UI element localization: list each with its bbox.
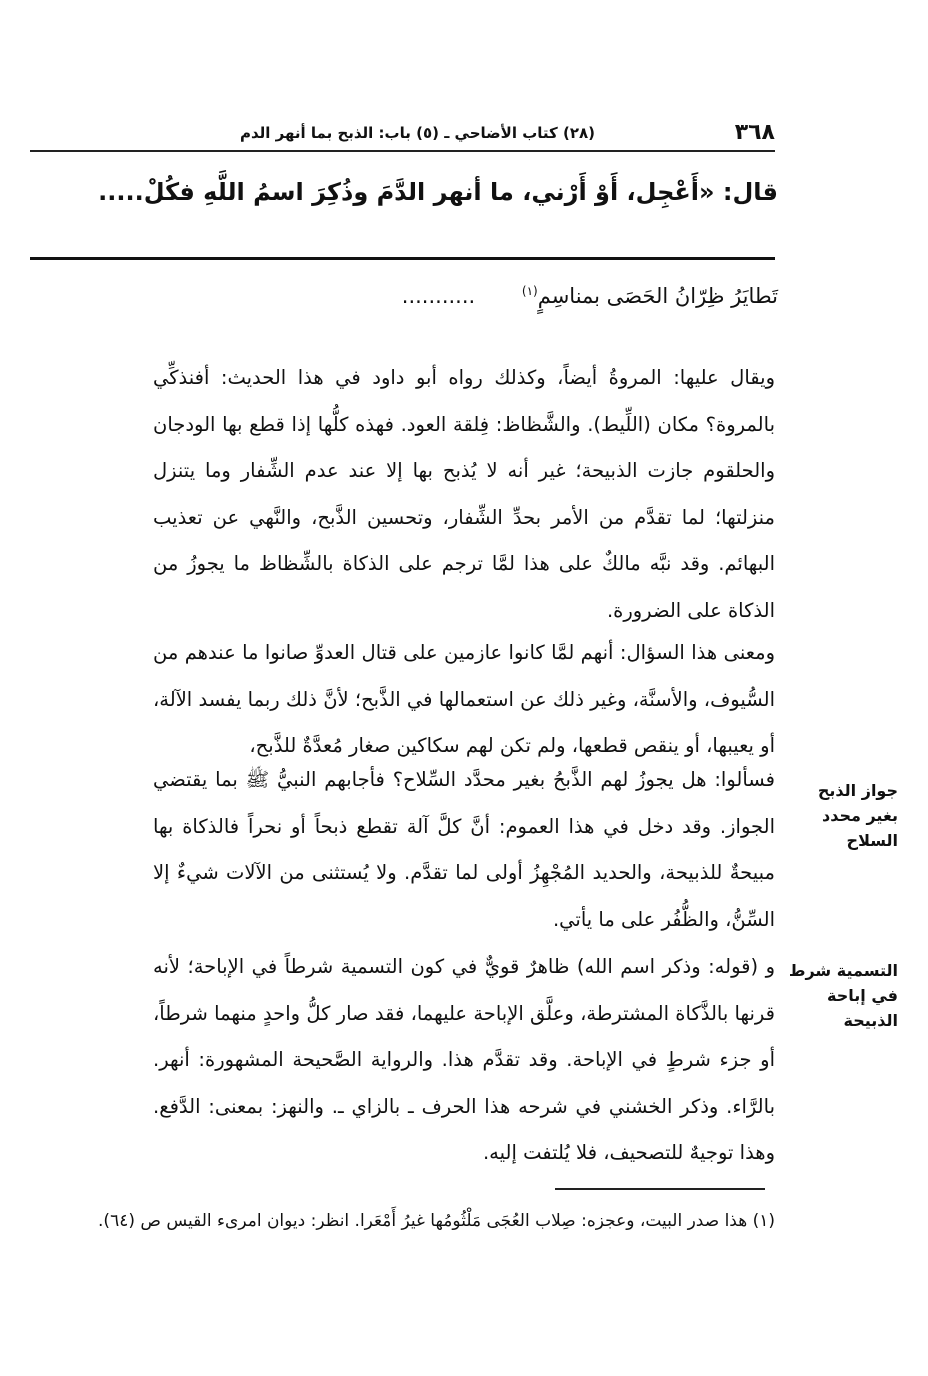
footnote-marker[interactable]: (١)	[521, 284, 538, 298]
paragraph-4: و (قوله: وذكر اسم الله) ظاهرٌ قويٌّ في كون التسمية شرطاً في الإباحة؛ لأنه قرنها بالذَّكاة المشترطة، وعلَّق الإباحة عليهما، فقد صار كلُّ واحدٍ منهما شرطاً، أو جزء شرطٍ في الإباحة. وقد تقدَّم هذا. والرواية الصَّحيحة المشهورة: أنهر. بالرَّاء. وذكر الخشني في شرحه هذا الحرف ـ بالزاي ـ. والنهز: بمعنى: الدَّفع. وهذا توجيهٌ للتصحيف، فلا يُلتفت إليه.	[153, 955, 775, 1164]
header-rule	[30, 150, 775, 152]
poetry-verse	[158, 284, 778, 308]
verse-dots: ...........	[401, 284, 476, 308]
verse-text: تَطايَرُ ظِرّانُ الحَصَى بمناسِمٍ	[537, 284, 778, 308]
paragraph-1: ويقال عليها: المروةُ أيضاً، وكذلك رواه أبو داود في هذا الحديث: أفنذكِّي بالمروة؟ مكان (اللِّيط). والشَّظاظ: فِلقة العود. فهذه كلُّها إذا قطع بها الودجان والحلقوم جازت الذبيحة؛ غير أنه لا يُذبح بها إلا عند عدم الشِّفار وما يتنزل منزلتها؛ لما تقدَّم من الأمر بحدِّ الشِّفار، وتحسين الذَّبح، والنَّهي عن تعذيب البهائم. وقد نبَّه مالكٌ على هذا لمَّا ترجم على الذكاة بالشِّظاظ ما يجوزُ من الذكاة على الضرورة.	[153, 366, 775, 622]
margin-note-tasmiya: التسمية شرط في إباحة الذبيحة	[788, 961, 898, 1030]
paragraph-3: فسألوا: هل يجوزُ لهم الذَّبحُ بغير محدَّد السِّلاح؟ فأجابهم النبيُّ ﷺ بما يقتضي الجواز. وقد دخل في هذا العموم: أنَّ كلَّ آلة تقطع ذبحاً أو نحراً فالذكاة بها مبيحةٌ للذبيحة، والحديد المُجْهِزُ أولى لما تقدَّم. ولا يُستثنى من الآلات شيءٌ إلا السِّنُّ، والظُّفُر على ما يأتي.	[153, 768, 775, 931]
paragraph-2: ومعنى هذا السؤال: أنهم لمَّا كانوا عازمين على قتال العدوِّ صانوا ما عندهم من السُّيوف، والأسنَّة، وغير ذلك عن استعمالها في الذَّبح؛ لأنَّ ذلك ربما يفسد الآلة، أو يعيبها، أو ينقص قطعها، ولم تكن لهم سكاكين صغار مُعدَّةٌ للذَّبح،	[153, 641, 775, 757]
running-title: (٢٨) كتاب الأضاحي ـ (٥) باب: الذبح بما أنهر الدم	[240, 124, 595, 142]
footnote: (١) هذا صدر البيت، وعجزه: صِلاب العُجَى مَلْثُومُها غيرُ أَمْعَرا. انظر: ديوان امرىء القيس ص (٦٤).	[98, 1211, 775, 1231]
running-head	[30, 120, 775, 148]
section-divider	[30, 257, 775, 260]
hadith-line: قال: «أَعْجِل، أَوْ أَرْني، ما أنهر الدَّمَ وذُكِرَ اسمُ اللَّهِ فكُلْ.....	[98, 178, 778, 206]
page-number: ٣٦٨	[734, 120, 775, 145]
margin-note-slaughter: جواز الذبح بغير محدد السلاح	[817, 781, 898, 850]
footnote-rule	[555, 1188, 765, 1190]
